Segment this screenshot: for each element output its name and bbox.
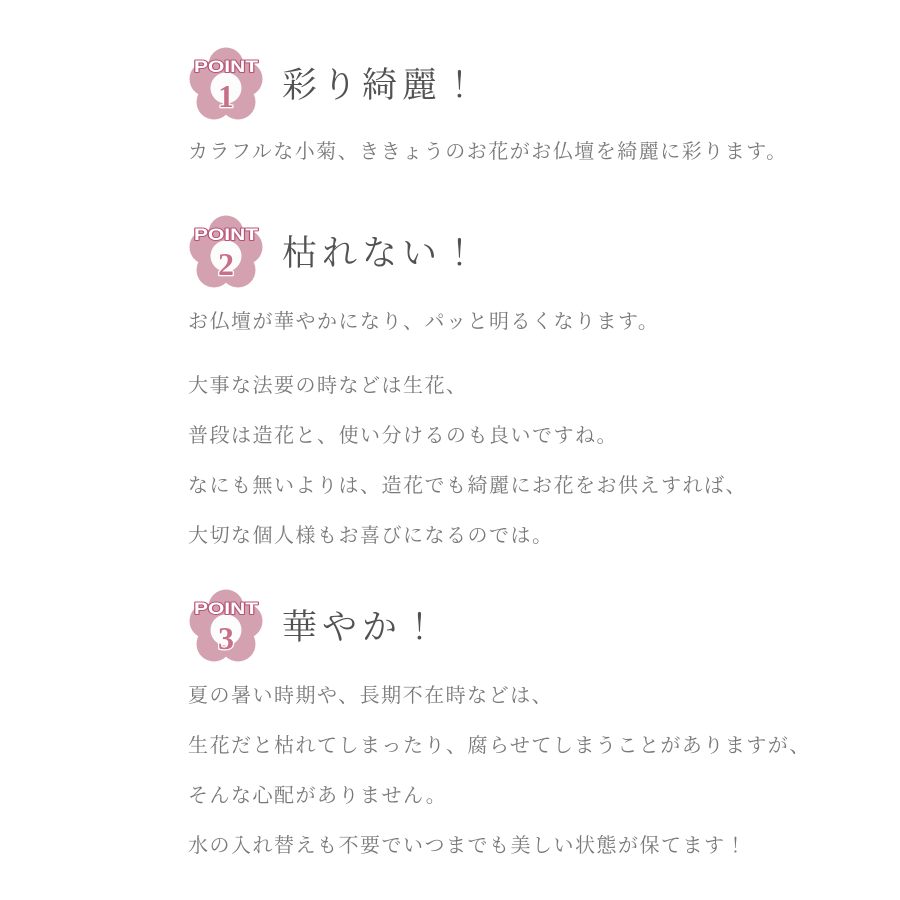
badge-number: 2	[218, 246, 234, 282]
text-line: 水の入れ替えも不要でいつまでも美しい状態が保てます！	[188, 835, 747, 857]
point-3-paragraph	[188, 671, 900, 871]
flower-icon	[188, 45, 264, 121]
badge-point-label: POINT	[194, 57, 259, 76]
text-line: 大事な法要の時などは生花、	[188, 375, 468, 397]
point-3-heading: 華やか！	[282, 608, 443, 647]
text-line: 生花だと枯れてしまったり、腐らせてしまうことがありますが、	[188, 735, 811, 757]
point-2-heading: 枯れない！	[282, 234, 483, 273]
point-2-flower-badge-icon	[188, 213, 264, 289]
text-line: 普段は造花と、使い分けるのも良いですね。	[188, 425, 618, 447]
text-line: そんな心配がありません。	[188, 785, 448, 807]
text-line: カラフルな小菊、ききょうのお花がお仏壇を綺麗に彩ります。	[188, 141, 788, 163]
badge-point-label: POINT	[194, 225, 259, 244]
point-3-header	[188, 587, 900, 663]
point-3-flower-badge-icon	[188, 587, 264, 663]
text-line: 夏の暑い時期や、長期不在時などは、	[188, 685, 554, 707]
point-1-header	[188, 45, 900, 121]
text-line: お仏壇が華やかになり、パッと明るくなります。	[188, 311, 660, 333]
point-2-paragraph-1	[188, 297, 900, 347]
text-line: 大切な個人様もお喜びになるのでは。	[188, 525, 554, 547]
text-line: なにも無いよりは、造花でも綺麗にお花をお供えすれば、	[188, 475, 747, 497]
point-section-2	[188, 213, 900, 561]
flower-icon	[188, 587, 264, 663]
point-1-heading: 彩り綺麗！	[282, 66, 483, 105]
point-2-paragraph-2	[188, 361, 900, 561]
badge-point-label: POINT	[194, 599, 259, 618]
point-1-flower-badge-icon	[188, 45, 264, 121]
point-section-3	[188, 587, 900, 871]
point-section-1	[188, 45, 900, 177]
flower-icon	[188, 213, 264, 289]
badge-number: 3	[218, 620, 234, 656]
point-2-header	[188, 213, 900, 289]
point-1-paragraph	[188, 127, 900, 177]
badge-number: 1	[218, 78, 234, 114]
